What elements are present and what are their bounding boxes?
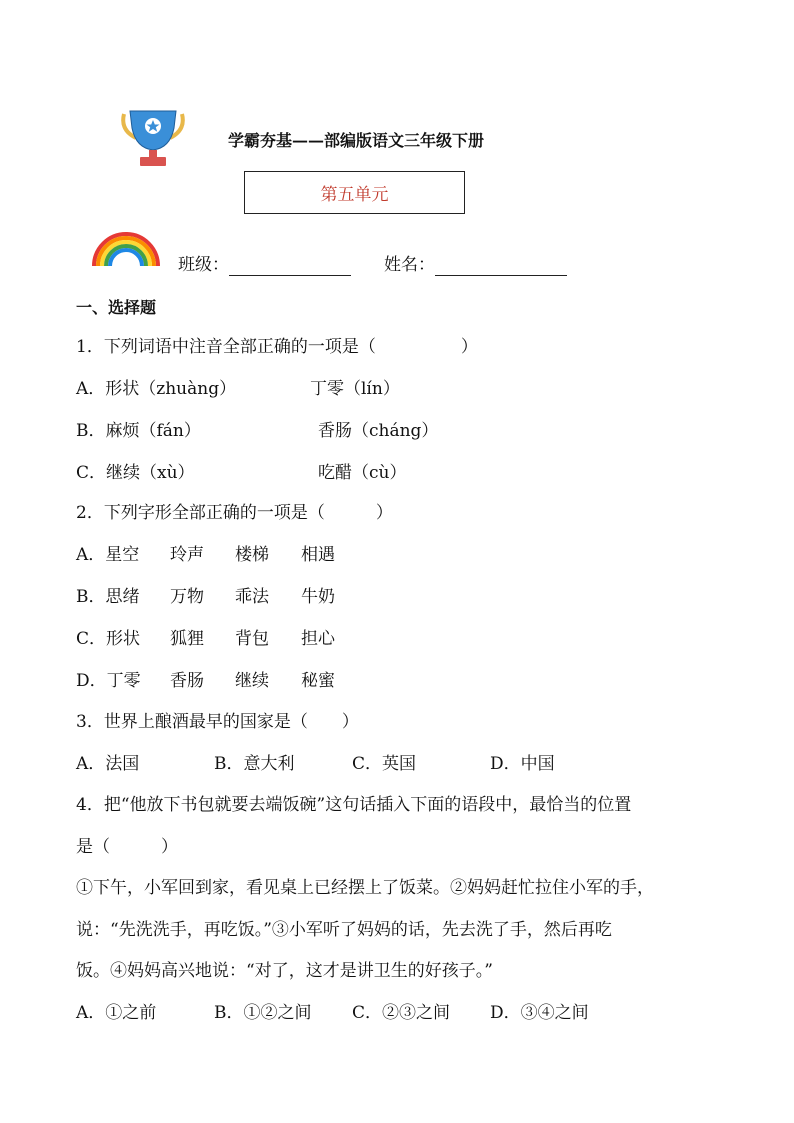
q3-option-d: D．中国 <box>490 754 555 774</box>
q1-option-b1: B．麻烦（fán） <box>76 421 201 441</box>
name-field <box>384 254 567 276</box>
class-label: 班级： <box>178 255 229 275</box>
q4-option-a: A．①之前 <box>76 1003 157 1023</box>
q4-passage-line2: 说：“先洗洗手，再吃饭。”③小军听了妈妈的话，先去洗了手，然后再吃 <box>76 920 612 940</box>
q2-row-b-1: B．思绪 <box>76 587 140 607</box>
q3-stem: 3．世界上酿酒最早的国家是（ ） <box>76 712 359 732</box>
page-title: 学霸夯基——部编版语文三年级下册 <box>228 131 485 150</box>
q3-option-c: C．英国 <box>352 754 417 774</box>
class-blank[interactable] <box>229 257 351 276</box>
q2-row-c-4: 担心 <box>301 629 335 649</box>
q1-option-a2: 丁零（lín） <box>310 379 400 399</box>
section-heading: 一、选择题 <box>76 298 157 317</box>
unit-label: 第五单元 <box>244 171 465 214</box>
q2-row-d-3: 继续 <box>235 671 269 691</box>
q2-row-c-2: 狐狸 <box>170 629 204 649</box>
trophy-icon <box>118 108 188 170</box>
q2-row-c-3: 背包 <box>235 629 269 649</box>
q4-stem-line2: 是（ ） <box>76 837 178 857</box>
q1-option-b2: 香肠（cháng） <box>318 421 439 441</box>
name-label: 姓名： <box>384 255 435 275</box>
q3-option-b: B．意大利 <box>214 754 295 774</box>
q4-passage-line3: 饭。④妈妈高兴地说：“对了，这才是讲卫生的好孩子。” <box>76 961 493 981</box>
q1-option-c2: 吃醋（cù） <box>318 463 407 483</box>
q2-stem: 2．下列字形全部正确的一项是（ ） <box>76 503 393 523</box>
q2-row-a-4: 相遇 <box>301 545 335 565</box>
q3-option-a: A．法国 <box>76 754 140 774</box>
q1-option-c1: C．继续（xù） <box>76 463 195 483</box>
name-blank[interactable] <box>435 257 567 276</box>
q4-option-d: D．③④之间 <box>490 1003 589 1023</box>
q2-row-a-1: A．星空 <box>76 545 140 565</box>
q4-passage-line1: ①下午，小军回到家，看见桌上已经摆上了饭菜。②妈妈赶忙拉住小军的手， <box>76 878 654 898</box>
q2-row-a-2: 玲声 <box>170 545 204 565</box>
q2-row-c-1: C．形状 <box>76 629 141 649</box>
q2-row-d-2: 香肠 <box>170 671 204 691</box>
rainbow-icon <box>90 228 162 268</box>
q2-row-d-4: 秘蜜 <box>301 671 335 691</box>
q4-option-b: B．①②之间 <box>214 1003 312 1023</box>
q1-option-a1: A．形状（zhuàng） <box>76 379 237 399</box>
q4-stem-line1: 4．把“他放下书包就要去端饭碗”这句话插入下面的语段中，最恰当的位置 <box>76 795 632 815</box>
q2-row-a-3: 楼梯 <box>235 545 269 565</box>
q2-row-b-3: 乖法 <box>235 587 269 607</box>
class-field <box>178 254 351 276</box>
q2-row-d-1: D．丁零 <box>76 671 141 691</box>
q1-stem: 1．下列词语中注音全部正确的一项是（ ） <box>76 337 478 357</box>
q4-option-c: C．②③之间 <box>352 1003 451 1023</box>
q2-row-b-4: 牛奶 <box>301 587 335 607</box>
q2-row-b-2: 万物 <box>170 587 204 607</box>
